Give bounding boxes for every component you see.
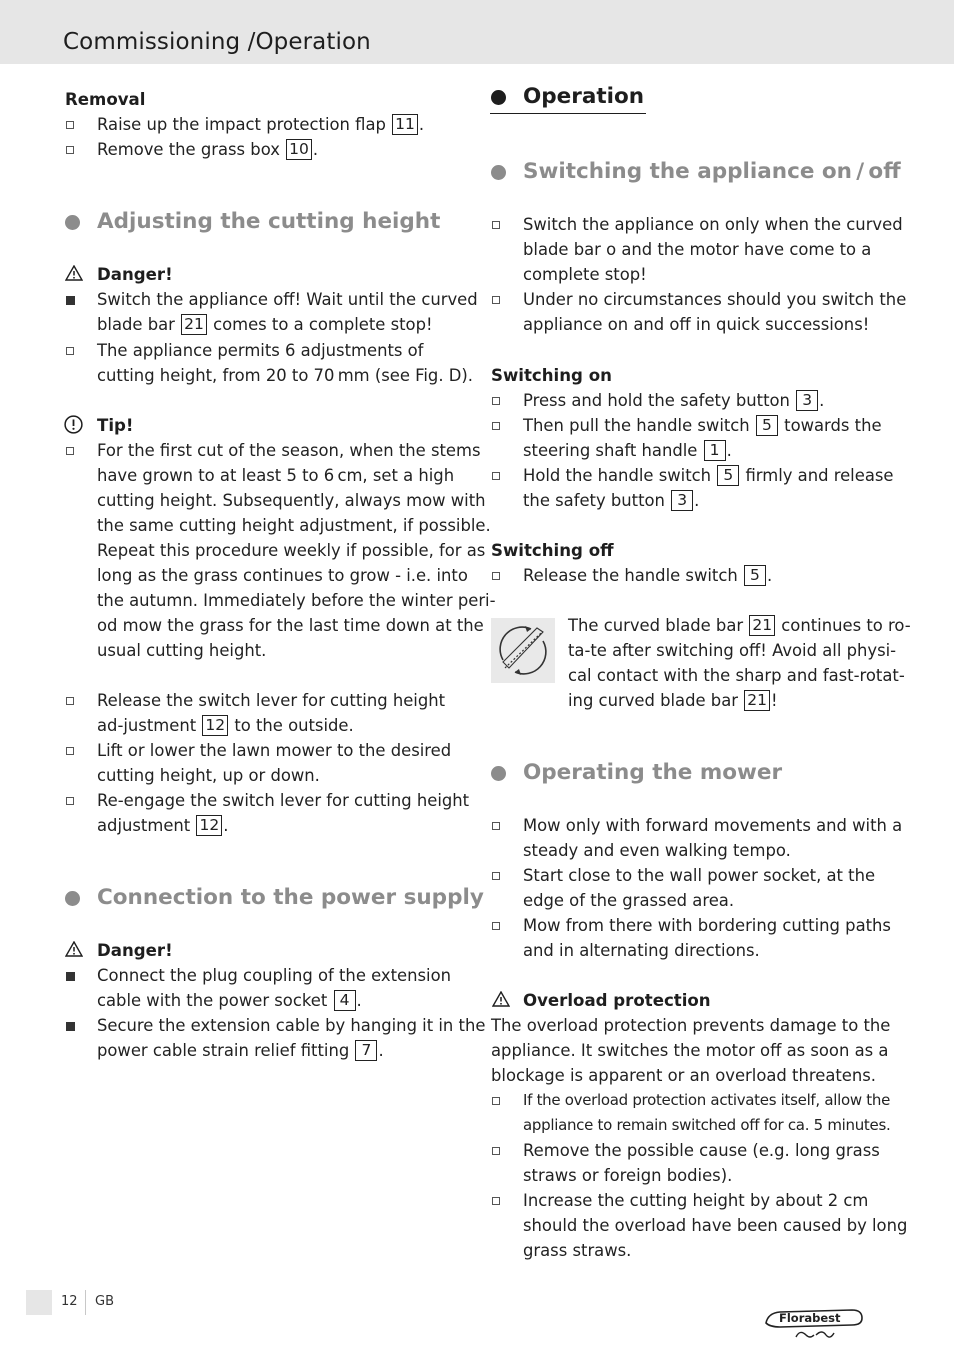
on-step-2-line-1: Then pull the handle switch 5 towards the bbox=[523, 416, 882, 435]
section-bullet-icon bbox=[65, 215, 80, 230]
blade-note-line-4: ing curved blade bar 21 ! bbox=[568, 691, 778, 710]
section-bullet-icon bbox=[65, 891, 80, 906]
step-reengage-line-1: Re-engage the switch lever for cutting height bbox=[97, 791, 470, 810]
ref-badge: 21 bbox=[744, 690, 770, 711]
cutting-danger-line-2: blade bar 21 comes to a complete stop! bbox=[97, 315, 433, 334]
warning-triangle-icon bbox=[492, 991, 510, 1007]
bullet-icon bbox=[492, 1197, 500, 1205]
tip-line-6: long as the grass continues to grow - i.e. into bbox=[97, 566, 468, 585]
power-item-1-line-1: Connect the plug coupling of the extension bbox=[97, 966, 452, 985]
ref-badge: 21 bbox=[181, 314, 207, 335]
operation-underline bbox=[490, 113, 646, 114]
tip-line-8: od mow the grass for the last time down at the bbox=[97, 616, 484, 635]
bullet-icon bbox=[66, 447, 74, 455]
power-supply-heading: Connection to the power supply bbox=[97, 885, 484, 910]
ref-badge: 21 bbox=[749, 615, 775, 636]
danger-label: Danger! bbox=[97, 941, 173, 960]
on-step-3-line-2: the safety button 3 . bbox=[523, 491, 700, 510]
step-lift-line-1: Lift or lower the lawn mower to the desired bbox=[97, 741, 452, 760]
bullet-icon bbox=[492, 1097, 500, 1105]
bullet-icon bbox=[492, 422, 500, 430]
section-bullet-icon bbox=[491, 766, 506, 781]
rotating-blade-icon bbox=[491, 618, 555, 683]
step-lift-line-2: cutting height, up or down. bbox=[97, 766, 320, 785]
on-step-3-line-1: Hold the handle switch 5 firmly and release bbox=[523, 466, 894, 485]
rotating-blade-icon-box bbox=[491, 618, 555, 683]
switching-item-2-line-1: Under no circumstances should you switch the bbox=[523, 290, 907, 309]
square-bullet-icon bbox=[66, 296, 75, 305]
overload-item-3-line-2: should the overload have been caused by long bbox=[523, 1216, 908, 1235]
cutting-height-heading: Adjusting the cutting height bbox=[97, 209, 441, 234]
operating-mower-heading: Operating the mower bbox=[523, 760, 783, 785]
ref-badge: 7 bbox=[355, 1040, 377, 1061]
power-item-1-line-2: cable with the power socket 4 . bbox=[97, 991, 362, 1010]
ref-badge: 3 bbox=[671, 490, 693, 511]
on-step-1: Press and hold the safety button 3 . bbox=[523, 391, 825, 410]
switching-item-1-line-3: complete stop! bbox=[523, 265, 647, 284]
switching-off-heading: Switching off bbox=[491, 541, 614, 560]
cutting-danger-line-1: Switch the appliance off! Wait until the curved bbox=[97, 290, 478, 309]
off-step-1: Release the handle switch 5 . bbox=[523, 566, 773, 585]
page-number: 12 bbox=[61, 1294, 78, 1309]
florabest-logo bbox=[762, 1303, 866, 1343]
section-bullet-icon bbox=[491, 165, 506, 180]
blade-note-line-2: ta-te after switching off! Avoid all physi- bbox=[568, 641, 897, 660]
bullet-icon bbox=[492, 397, 500, 405]
bullet-icon bbox=[492, 472, 500, 480]
bullet-icon bbox=[66, 146, 74, 154]
removal-item-2: Remove the grass box 10 . bbox=[97, 140, 319, 159]
mower-item-2-line-2: edge of the grassed area. bbox=[523, 891, 735, 910]
removal-item-1: Raise up the impact protection flap 11 . bbox=[97, 115, 425, 134]
on-step-2-line-2: steering shaft handle 1 . bbox=[523, 441, 732, 460]
mower-item-3-line-1: Mow from there with bordering cutting paths bbox=[523, 916, 891, 935]
section-bullet-icon bbox=[491, 90, 506, 105]
square-bullet-icon bbox=[66, 1022, 75, 1031]
tip-line-1: For the first cut of the season, when the stems bbox=[97, 441, 481, 460]
power-item-2-line-2: power cable strain relief fitting 7 . bbox=[97, 1041, 384, 1060]
ref-badge: 10 bbox=[286, 139, 312, 160]
overload-intro-line-3: blockage is apparent or an overload threatens. bbox=[491, 1066, 877, 1085]
tip-line-3: cutting height. Subsequently, always mow with bbox=[97, 491, 486, 510]
overload-item-1-line-1: If the overload protection activates itself, allow the bbox=[523, 1091, 891, 1109]
switching-item-2-line-2: appliance on and off in quick successions! bbox=[523, 315, 870, 334]
logo-text: Florabest bbox=[779, 1311, 841, 1325]
overload-item-2-line-2: straws or foreign bodies). bbox=[523, 1166, 733, 1185]
bullet-icon bbox=[66, 121, 74, 129]
tip-label: Tip! bbox=[97, 416, 134, 435]
switching-heading: Switching the appliance on / off bbox=[523, 159, 901, 184]
switching-item-1-line-2: blade bar o and the motor have come to a bbox=[523, 240, 872, 259]
square-bullet-icon bbox=[66, 972, 75, 981]
overload-heading: Overload protection bbox=[523, 991, 711, 1010]
overload-item-3-line-3: grass straws. bbox=[523, 1241, 632, 1260]
blade-note-line-3: cal contact with the sharp and fast-rotat- bbox=[568, 666, 905, 685]
power-item-2-line-1: Secure the extension cable by hanging it in the bbox=[97, 1016, 486, 1035]
ref-badge: 11 bbox=[392, 114, 418, 135]
bullet-icon bbox=[66, 797, 74, 805]
tip-line-5: Repeat this procedure weekly if possible, for as bbox=[97, 541, 486, 560]
overload-item-1-line-2: appliance to remain switched off for ca. 5 minutes. bbox=[523, 1116, 891, 1134]
bullet-icon bbox=[492, 822, 500, 830]
footer-marker bbox=[26, 1290, 52, 1315]
bullet-icon bbox=[66, 697, 74, 705]
switching-item-1-line-1: Switch the appliance on only when the curved bbox=[523, 215, 903, 234]
ref-badge: 5 bbox=[756, 415, 778, 436]
overload-intro-line-1: The overload protection prevents damage to the bbox=[491, 1016, 891, 1035]
ref-badge: 4 bbox=[334, 990, 356, 1011]
bullet-icon bbox=[66, 747, 74, 755]
ref-badge: 5 bbox=[744, 565, 766, 586]
warning-triangle-icon bbox=[65, 941, 83, 957]
overload-intro-line-2: appliance. It switches the motor off as soon as a bbox=[491, 1041, 889, 1060]
warning-triangle-icon bbox=[65, 265, 83, 281]
exclamation-circle-icon bbox=[64, 415, 83, 434]
bullet-icon bbox=[492, 1147, 500, 1155]
ref-badge: 3 bbox=[796, 390, 818, 411]
tip-line-9: usual cutting height. bbox=[97, 641, 267, 660]
switching-on-heading: Switching on bbox=[491, 366, 612, 385]
mower-item-3-line-2: and in alternating directions. bbox=[523, 941, 760, 960]
cutting-adjust-line-1: The appliance permits 6 adjustments of bbox=[97, 341, 424, 360]
ref-badge: 1 bbox=[704, 440, 726, 461]
mower-item-1-line-1: Mow only with forward movements and with a bbox=[523, 816, 903, 835]
bullet-icon bbox=[492, 872, 500, 880]
tip-line-7: the autumn. Immediately before the winter peri- bbox=[97, 591, 496, 610]
tip-line-2: have grown to at least 5 to 6 cm, set a high bbox=[97, 466, 455, 485]
step-release-line-1: Release the switch lever for cutting height bbox=[97, 691, 446, 710]
danger-label: Danger! bbox=[97, 265, 173, 284]
blade-note-line-1: The curved blade bar 21 continues to ro- bbox=[568, 616, 911, 635]
cutting-adjust-line-2: cutting height, from 20 to 70 mm (see Fig. D). bbox=[97, 366, 473, 385]
overload-item-3-line-1: Increase the cutting height by about 2 cm bbox=[523, 1191, 869, 1210]
step-release-line-2: ad-justment 12 to the outside. bbox=[97, 716, 354, 735]
bullet-icon bbox=[492, 572, 500, 580]
step-reengage-line-2: adjustment 12 . bbox=[97, 816, 229, 835]
ref-badge: 12 bbox=[202, 715, 228, 736]
mower-item-2-line-1: Start close to the wall power socket, at the bbox=[523, 866, 876, 885]
mower-item-1-line-2: steady and even walking tempo. bbox=[523, 841, 791, 860]
overload-item-2-line-1: Remove the possible cause (e.g. long grass bbox=[523, 1141, 880, 1160]
ref-badge: 12 bbox=[196, 815, 222, 836]
bullet-icon bbox=[492, 221, 500, 229]
bullet-icon bbox=[66, 347, 74, 355]
tip-line-4: the same cutting height adjustment, if possible. bbox=[97, 516, 491, 535]
page-title: Commissioning /Operation bbox=[63, 29, 371, 55]
bullet-icon bbox=[492, 922, 500, 930]
operation-heading: Operation bbox=[523, 84, 645, 109]
removal-heading: Removal bbox=[65, 90, 146, 109]
footer-divider bbox=[85, 1290, 86, 1315]
bullet-icon bbox=[492, 296, 500, 304]
language-code: GB bbox=[95, 1294, 114, 1309]
ref-badge: 5 bbox=[717, 465, 739, 486]
